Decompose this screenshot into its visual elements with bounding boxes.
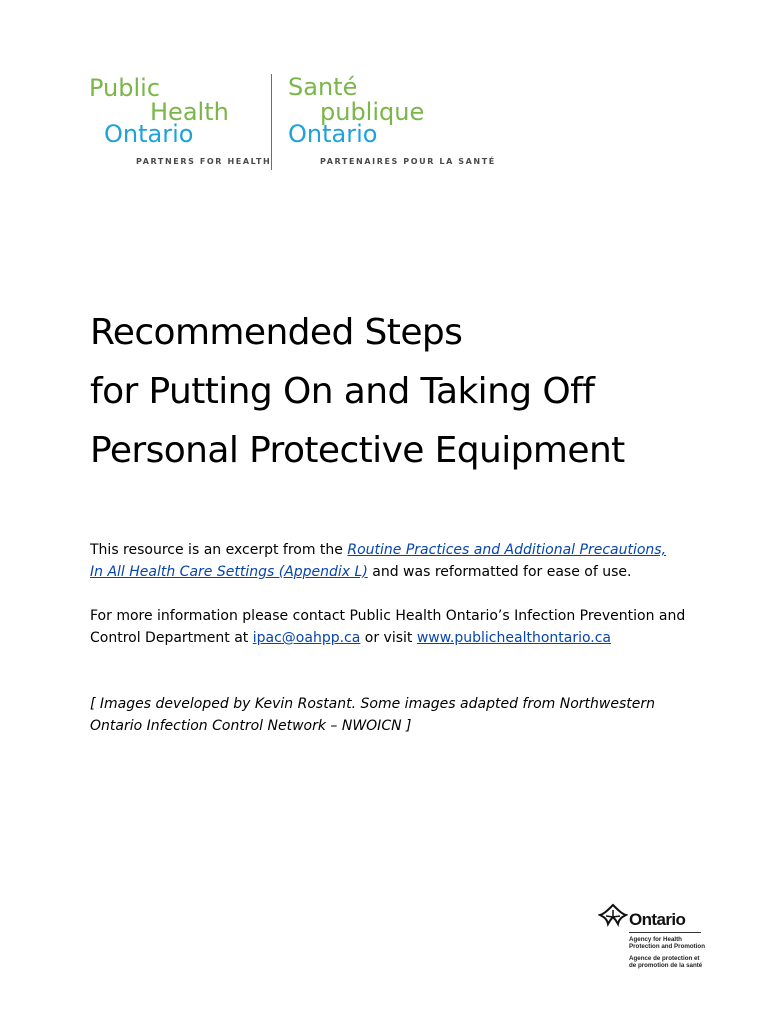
agency-name-en [629,936,709,951]
routine-practices-link-line-2: In All Health Care Settings (Appendix L) [90,564,368,580]
contact-paragraph [90,605,710,649]
title-line-2: for Putting On and Taking Off [90,371,595,412]
agency-fr-line-2: de promotion de la santé [629,962,703,970]
intro-suffix: and was reformatted for ease of use. [367,564,632,580]
logo-sante: Santé [288,73,358,101]
email-link[interactable]: ipac@oahpp.ca [252,630,361,646]
contact-prefix: For more information please contact Public Health Ontario’s Infection Prevention and Control Department at [90,608,686,646]
logo-ontario-en: Ontario [104,120,194,148]
agency-name-fr [629,955,709,970]
agency-rule [629,932,701,933]
logo-ontario-fr: Ontario [288,120,378,148]
agency-en-line-1: Agency for Health [629,936,682,943]
logo-public: Public [89,74,161,102]
agency-ontario-wordmark: Ontario [629,910,686,929]
intro-prefix: This resource is an excerpt from the [90,542,348,558]
ontario-agency-logo [598,900,708,980]
title-line-3: Personal Protective Equipment [90,430,625,471]
contact-middle: or visit [360,630,417,646]
logo-health: Health [150,98,229,126]
agency-fr-line-1: Agence de protection et [629,955,700,962]
website-link[interactable]: www.publichealthontario.ca [416,630,612,646]
title-line-1: Recommended Steps [90,312,463,353]
routine-practices-link-line-1: Routine Practices and Additional Precautions, [347,542,667,558]
image-credits: [ Images developed by Kevin Rostant. Some images adapted from Northwestern Ontario Infection Control Network – NWOICN ] [90,696,655,734]
logo-publique: publique [320,98,425,126]
page-title [90,303,625,480]
logo-tagline-fr: PARTENAIRES POUR LA SANTÉ [320,157,496,166]
logo-tagline-en: PARTNERS FOR HEALTH [136,157,272,166]
pho-logo [88,70,496,180]
logo-divider [271,74,272,170]
agency-en-line-2: Protection and Promotion [629,943,705,951]
intro-paragraph [90,539,710,583]
trillium-icon [598,902,628,932]
